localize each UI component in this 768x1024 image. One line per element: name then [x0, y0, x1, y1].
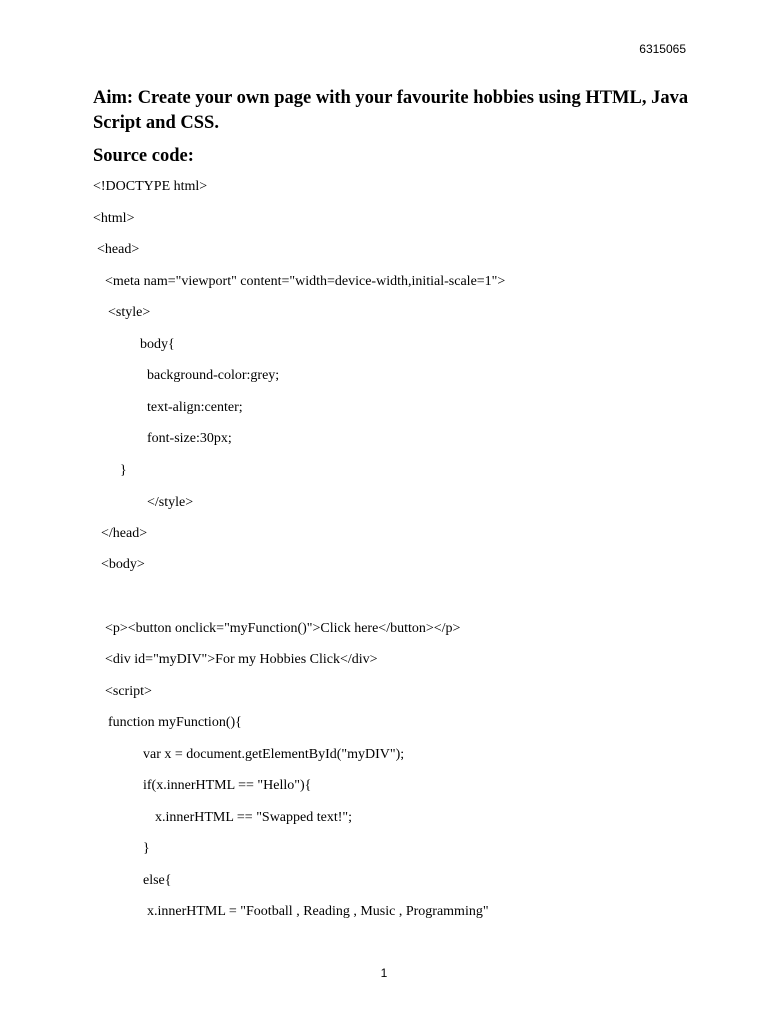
code-line: <div id="myDIV">For my Hobbies Click</div> — [105, 652, 378, 667]
code-line: <html> — [93, 211, 135, 226]
code-line: font-size:30px; — [147, 431, 232, 446]
page-number: 1 — [380, 966, 388, 980]
code-line: background-color:grey; — [147, 368, 280, 383]
aim-statement: Aim: Create your own page with your favourite hobbies using HTML, Java Script and CSS. — [93, 88, 689, 133]
code-line: else{ — [143, 873, 172, 888]
code-line: } — [120, 463, 127, 478]
code-line: if(x.innerHTML == "Hello"){ — [143, 778, 312, 793]
code-line: <head> — [97, 242, 140, 257]
source-code-heading: Source code: — [93, 146, 194, 166]
code-line: <!DOCTYPE html> — [93, 179, 208, 194]
document-number: 6315065 — [639, 42, 686, 56]
code-line: } — [143, 841, 150, 856]
code-line: x.innerHTML == "Swapped text!"; — [155, 810, 352, 825]
code-line: <p><button onclick="myFunction()">Click here</button></p> — [105, 621, 461, 636]
code-line: x.innerHTML = "Football , Reading , Music , Programming" — [147, 904, 489, 919]
code-line: body{ — [140, 337, 175, 352]
code-line: </style> — [147, 495, 194, 510]
code-line: var x = document.getElementById("myDIV"); — [143, 747, 405, 762]
code-line: <style> — [108, 305, 151, 320]
code-line: </head> — [101, 526, 148, 541]
code-line: <script> — [105, 684, 152, 699]
code-line: function myFunction(){ — [108, 715, 242, 730]
code-line: <body> — [101, 557, 145, 572]
code-line: <meta nam="viewport" content="width=device-width,initial-scale=1"> — [105, 274, 506, 289]
code-line: text-align:center; — [147, 400, 243, 415]
